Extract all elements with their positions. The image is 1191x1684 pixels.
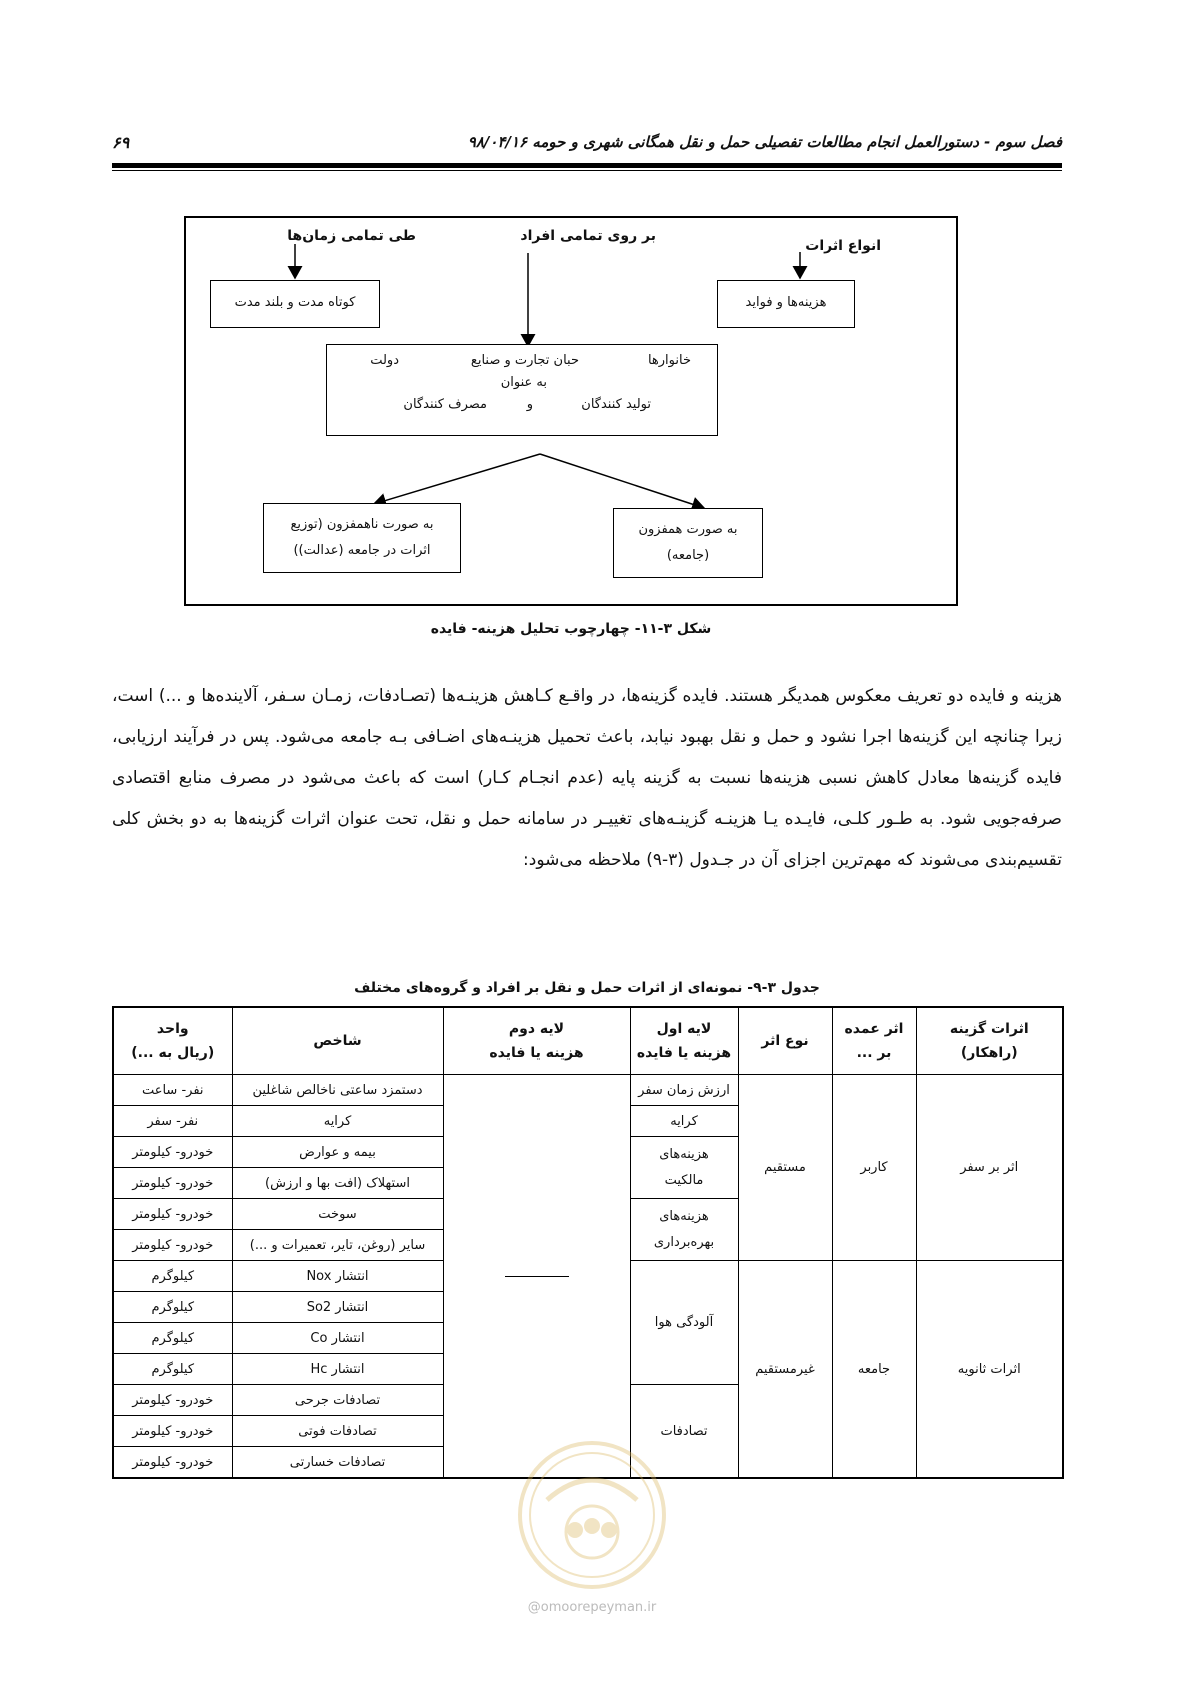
header-main-effect-l1: اثر عمده [844,1021,904,1037]
cost-benefit-framework-figure [184,216,958,606]
page-number: ۶۹ [112,133,130,152]
box-non-additive-line1: به صورت ناهمفزون (توزیع [290,517,434,532]
header-indicator: شاخص [232,1007,443,1075]
cell-unit: خودرو- کیلومتر [113,1416,232,1447]
header-rule-thin [112,170,1062,171]
stakeholder-as: به عنوان [500,375,547,390]
box-additive [613,508,763,578]
cell-layer1-fare: کرایه [630,1106,738,1137]
arrow-left [374,454,540,504]
transport-effects-table [112,1006,1064,1479]
stakeholder-households: خانوارها [647,353,691,368]
header-rule-thick [112,163,1062,168]
header-layer1 [630,1007,738,1075]
cell-unit: نفر- ساعت [113,1075,232,1106]
table-caption: جدول ۳-۹- نمونه‌ای از اثرات حمل و نقل بر افراد و گروه‌های مختلف [354,980,820,996]
cell-unit: کیلوگرم [113,1323,232,1354]
label-effects: انواع اثرات [805,238,881,254]
cell-unit: خودرو- کیلومتر [113,1447,232,1479]
cell-indicator: تصادفات فوتی [232,1416,443,1447]
header-layer2 [443,1007,630,1075]
cell-indicator: تصادفات خسارتی [232,1447,443,1479]
cell-layer1-time: ارزش زمان سفر [630,1075,738,1106]
arrow-right [540,454,704,508]
cell-indicator: تصادفات جرحی [232,1385,443,1416]
cell-layer2-empty [443,1075,630,1479]
page-header [112,133,1062,157]
stakeholder-and: و [526,397,533,412]
header-title: فصل سوم - دستورالعمل انجام مطالعات تفصیلی حمل و نقل همگانی شهری و حومه ۹۸/۰۴/۱۶ [467,133,1062,151]
header-main-effect-l2: بر ... [856,1045,892,1061]
stakeholder-producers: تولید کنندگان [581,397,651,412]
box-costs-benefits: هزینه‌ها و فواید [717,280,855,328]
cell-main-2: جامعه [832,1261,916,1479]
header-layer2-l2: هزینه یا فایده [489,1045,584,1061]
cell-layer1-ownership-a: هزینه‌های [659,1146,709,1162]
header-layer2-l1: لایه دوم [508,1021,565,1037]
cell-indicator: انتشار Co [232,1323,443,1354]
cell-unit: خودرو- کیلومتر [113,1168,232,1199]
stakeholder-government: دولت [370,353,399,368]
cell-layer1-operation-b: بهره‌برداری [653,1234,715,1250]
cell-unit: خودرو- کیلومتر [113,1137,232,1168]
watermark-logo [517,1440,667,1590]
header-unit [113,1007,232,1075]
box-stakeholders [326,344,718,436]
header-option-effects: اثرات گزینه (راهکار) [916,1007,1063,1075]
cell-indicator: سایر (روغن، تایر، تعمیرات و ...) [232,1230,443,1261]
cell-unit: کیلوگرم [113,1292,232,1323]
cell-indicator: انتشار Nox [232,1261,443,1292]
cell-unit: کیلوگرم [113,1354,232,1385]
cell-option-1: اثر بر سفر [916,1075,1063,1261]
cell-layer1-air: آلودگی هوا [630,1261,738,1385]
header-effect-type: نوع اثر [738,1007,832,1075]
cell-layer1-ownership [630,1137,738,1199]
cell-layer1-accidents: تصادفات [630,1385,738,1479]
figure-caption: شکل ۳-۱۱- چهارچوب تحلیل هزینه- فایده [430,621,712,637]
box-non-additive-line2: اثرات در جامعه (عدالت)) [293,543,431,558]
label-people: بر روی تمامی افراد [520,228,656,244]
cell-indicator: انتشار Hc [232,1354,443,1385]
cell-layer1-operation [630,1199,738,1261]
cell-indicator: کرایه [232,1106,443,1137]
cell-main-1: کاربر [832,1075,916,1261]
cell-indicator: بیمه و عوارض [232,1137,443,1168]
box-non-additive [263,503,461,573]
header-unit-l2: (ریال به ...) [131,1045,215,1061]
cell-type-1: مستقیم [738,1075,832,1261]
cell-type-2: غیرمستقیم [738,1261,832,1479]
header-unit-l1: واحد [156,1021,189,1037]
box-time: کوتاه مدت و بلند مدت [210,280,380,328]
header-layer1-l1: لایه اول [656,1021,712,1037]
cell-unit: خودرو- کیلومتر [113,1230,232,1261]
cell-indicator: استهلاک (افت بها و ارزش) [232,1168,443,1199]
cell-layer1-ownership-b: مالکیت [664,1172,704,1188]
cell-unit: خودرو- کیلومتر [113,1385,232,1416]
body-paragraph: هزینه و فایده دو تعریف معکوس همدیگر هستند. فایده گزینه‌ها، در واقـع کـاهش هزینـه‌ها (تصـادفات، زمـان سـفر، آلاینده‌ها و ...) است، زیرا چنانچه این گزینه‌ها اجرا نشود و حمل و نقل بهبود نیابد، باعث تحمیل هزینـه‌های اضـافی بـه جامعه می‌شود. پس در فرآیند ارزیابی، فایده گزینه‌ها معادل کاهش نسبی هزینه‌ها نسبت به گزینه پایه (عدم انجـام کـار) است که باعث می‌شود در مصرف منابع اقتصادی صرفه‌جویی شود. به طـور کلـی، فایـده یـا هزینـه گزینـه‌های تغییـر در سامانه حمل و نقل، تحت عنوان اثرات گزینه‌ها به دو بخش کلی تقسیم‌بندی می‌شوند که مهم‌ترین اجزای آن در جـدول (۳-۹) ملاحظه می‌شود: [112,686,1062,870]
table-row [113,1075,1063,1106]
cell-unit: کیلوگرم [113,1261,232,1292]
cell-indicator: دستمزد ساعتی ناخالص شاغلین [232,1075,443,1106]
watermark-url: @omoorepeyman.ir [527,1600,657,1615]
cell-unit: نفر- سفر [113,1106,232,1137]
cell-indicator: انتشار So2 [232,1292,443,1323]
box-additive-line1: به صورت همفزون [638,522,738,537]
header-main-effect [832,1007,916,1075]
label-time: طی تمامی زمان‌ها [287,228,416,244]
cell-layer1-operation-a: هزینه‌های [659,1208,709,1224]
stakeholder-business: حبان تجارت و صنایع [470,353,579,368]
cell-unit: خودرو- کیلومتر [113,1199,232,1230]
box-additive-line2: (جامعه) [666,548,710,563]
cell-indicator: سوخت [232,1199,443,1230]
stakeholder-consumers: مصرف کنندگان [403,397,487,412]
header-layer1-l2: هزینه یا فایده [636,1045,732,1061]
cell-option-2: اثرات ثانویه [916,1261,1063,1479]
